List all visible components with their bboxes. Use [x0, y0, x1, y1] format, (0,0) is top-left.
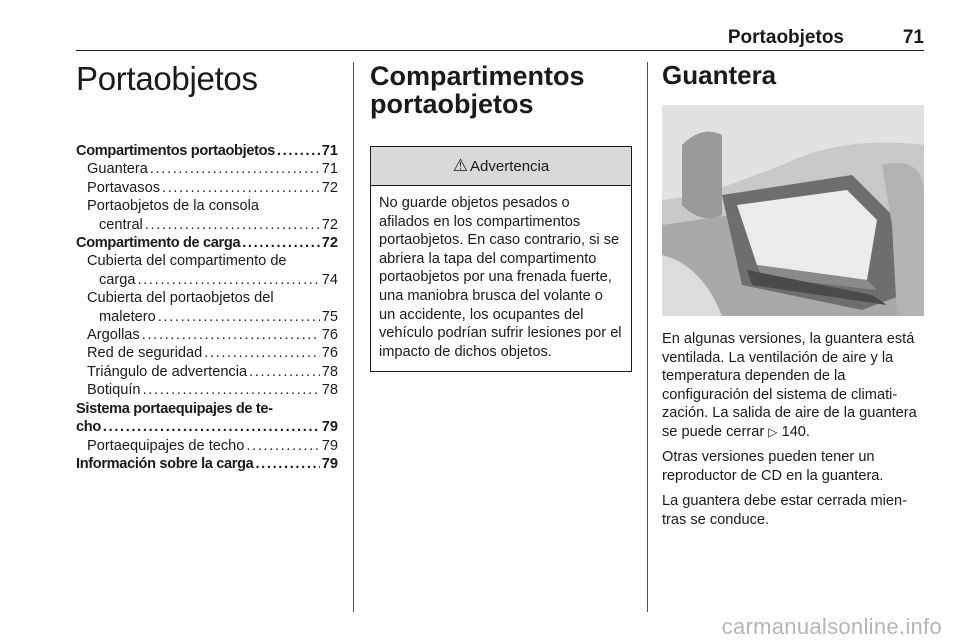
toc-leader-dots — [242, 234, 320, 252]
toc-entry-page: 71 — [321, 143, 338, 159]
toc-entry-label: Sistema portaequipajes de te- — [76, 400, 273, 417]
toc-entry-label: Portaequipajes de techo — [87, 437, 245, 454]
toc-entry-label: Red de seguridad — [87, 345, 203, 362]
toc-entry[interactable] — [76, 271, 338, 289]
toc-entry-page: 76 — [321, 345, 338, 362]
toc-entry-label: Compartimentos portaobjetos — [76, 143, 275, 159]
toc-entry-label: Cubierta del portaobjetos del — [87, 290, 274, 307]
toc-entry[interactable] — [76, 326, 338, 344]
toc-entry-label: cho — [76, 419, 101, 436]
page-number: 71 — [902, 27, 924, 48]
toc-entry[interactable] — [76, 179, 338, 197]
toc-entry-page: 79 — [321, 437, 338, 454]
toc-entry-label: maletero — [99, 308, 156, 325]
toc-entry-label: Cubierta del compartimento de — [87, 253, 287, 270]
toc-entry-label: Compartimento de carga — [76, 235, 241, 252]
warning-header — [371, 147, 631, 186]
toc-entry-page: 74 — [321, 271, 338, 288]
toc-entry[interactable] — [76, 160, 338, 178]
section-title-line2: portaobjetos — [370, 89, 534, 119]
warning-box — [370, 146, 632, 372]
table-of-contents — [76, 142, 338, 473]
chapter-title: Portaobjetos — [76, 60, 258, 97]
toc-entry-page: 76 — [321, 327, 338, 344]
toc-leader-dots — [162, 179, 320, 197]
toc-entry[interactable] — [76, 437, 338, 455]
right-column — [662, 62, 924, 529]
toc-entry-label: central — [99, 216, 143, 233]
glovebox-photo — [662, 105, 924, 316]
toc-leader-dots — [158, 308, 320, 326]
guantera-paragraph-2: Otras versiones pueden tener un reproductor de CD en la guantera. — [662, 449, 884, 484]
column-divider — [353, 62, 354, 612]
toc-entry[interactable] — [76, 308, 338, 326]
toc-leader-dots — [246, 437, 319, 455]
guantera-p1-text: En algunas versiones, la guantera está ventilada. La ventilación de aire y la temperatura dependen de la configuración del sistema de climatización. La salida de aire de la guantera se puede cerrar — [662, 331, 917, 440]
page-header — [76, 24, 924, 51]
toc-entry[interactable] — [76, 418, 338, 436]
toc-entry-page: 72 — [321, 179, 338, 196]
section-title — [370, 62, 632, 118]
watermark: carmanualsonline.info — [721, 614, 942, 639]
section-title-line1: Compartimentos — [370, 61, 585, 91]
warning-title: Advertencia — [470, 157, 550, 175]
toc-entry-label: Triángulo de advertencia — [87, 363, 248, 380]
toc-entry-page: 79 — [321, 419, 338, 436]
toc-entry[interactable] — [76, 234, 338, 252]
toc-leader-dots — [143, 381, 320, 399]
toc-entry-label: Portaobjetos de la consola — [87, 198, 259, 215]
toc-entry-page: 75 — [321, 308, 338, 325]
toc-entry-page: 79 — [321, 455, 338, 472]
toc-entry[interactable] — [76, 344, 338, 362]
toc-leader-dots — [277, 142, 320, 160]
page-reference-arrow-icon: ▷ — [768, 424, 778, 439]
toc-entry-label: carga — [99, 271, 136, 288]
toc-entry[interactable] — [76, 363, 338, 381]
toc-entry[interactable] — [76, 142, 338, 160]
toc-leader-dots — [150, 160, 320, 178]
toc-entry-page: 78 — [321, 363, 338, 380]
warning-text: No guarde objetos pesados o afilados en los compartimentos portaobjetos. En caso contrario, si se abriera la tapa del compartimento portaobjetos por una frenada fuerte, una maniobra brusca del volante o un accidente, los ocupantes del vehículo podrían sufrir lesiones por el impacto de dichos objetos. — [379, 195, 622, 360]
toc-leader-dots — [249, 363, 320, 381]
guantera-paragraph-1 — [662, 330, 924, 441]
toc-entry-label: Información sobre la carga — [76, 455, 254, 472]
toc-leader-dots — [255, 455, 319, 473]
toc-entry-label: Argollas — [87, 327, 140, 344]
middle-column — [370, 62, 632, 372]
toc-leader-dots — [103, 418, 320, 436]
toc-entry[interactable] — [76, 381, 338, 399]
guantera-paragraph-3: La guantera debe estar cerrada mientras se conduce. — [662, 493, 908, 528]
guantera-title: Guantera — [662, 60, 777, 90]
toc-entry-page: 78 — [321, 382, 338, 399]
toc-column — [76, 62, 338, 473]
warning-triangle-icon: ⚠ — [452, 156, 469, 175]
toc-entry-page: 71 — [321, 161, 338, 178]
toc-entry[interactable] — [76, 216, 338, 234]
toc-entry-label: Guantera — [87, 161, 148, 178]
header-title: Portaobjetos — [727, 27, 844, 48]
guantera-p1-ref-page: 140. — [781, 423, 810, 440]
toc-entry-page: 72 — [321, 216, 338, 233]
toc-entry[interactable] — [76, 455, 338, 473]
toc-leader-dots — [138, 271, 320, 289]
toc-leader-dots — [142, 326, 320, 344]
toc-entry-label: Portavasos — [87, 179, 161, 196]
toc-entry-page: 72 — [321, 235, 338, 252]
toc-leader-dots — [145, 216, 320, 234]
column-divider — [647, 62, 648, 612]
toc-entry-label: Botiquín — [87, 382, 141, 399]
toc-leader-dots — [204, 344, 320, 362]
